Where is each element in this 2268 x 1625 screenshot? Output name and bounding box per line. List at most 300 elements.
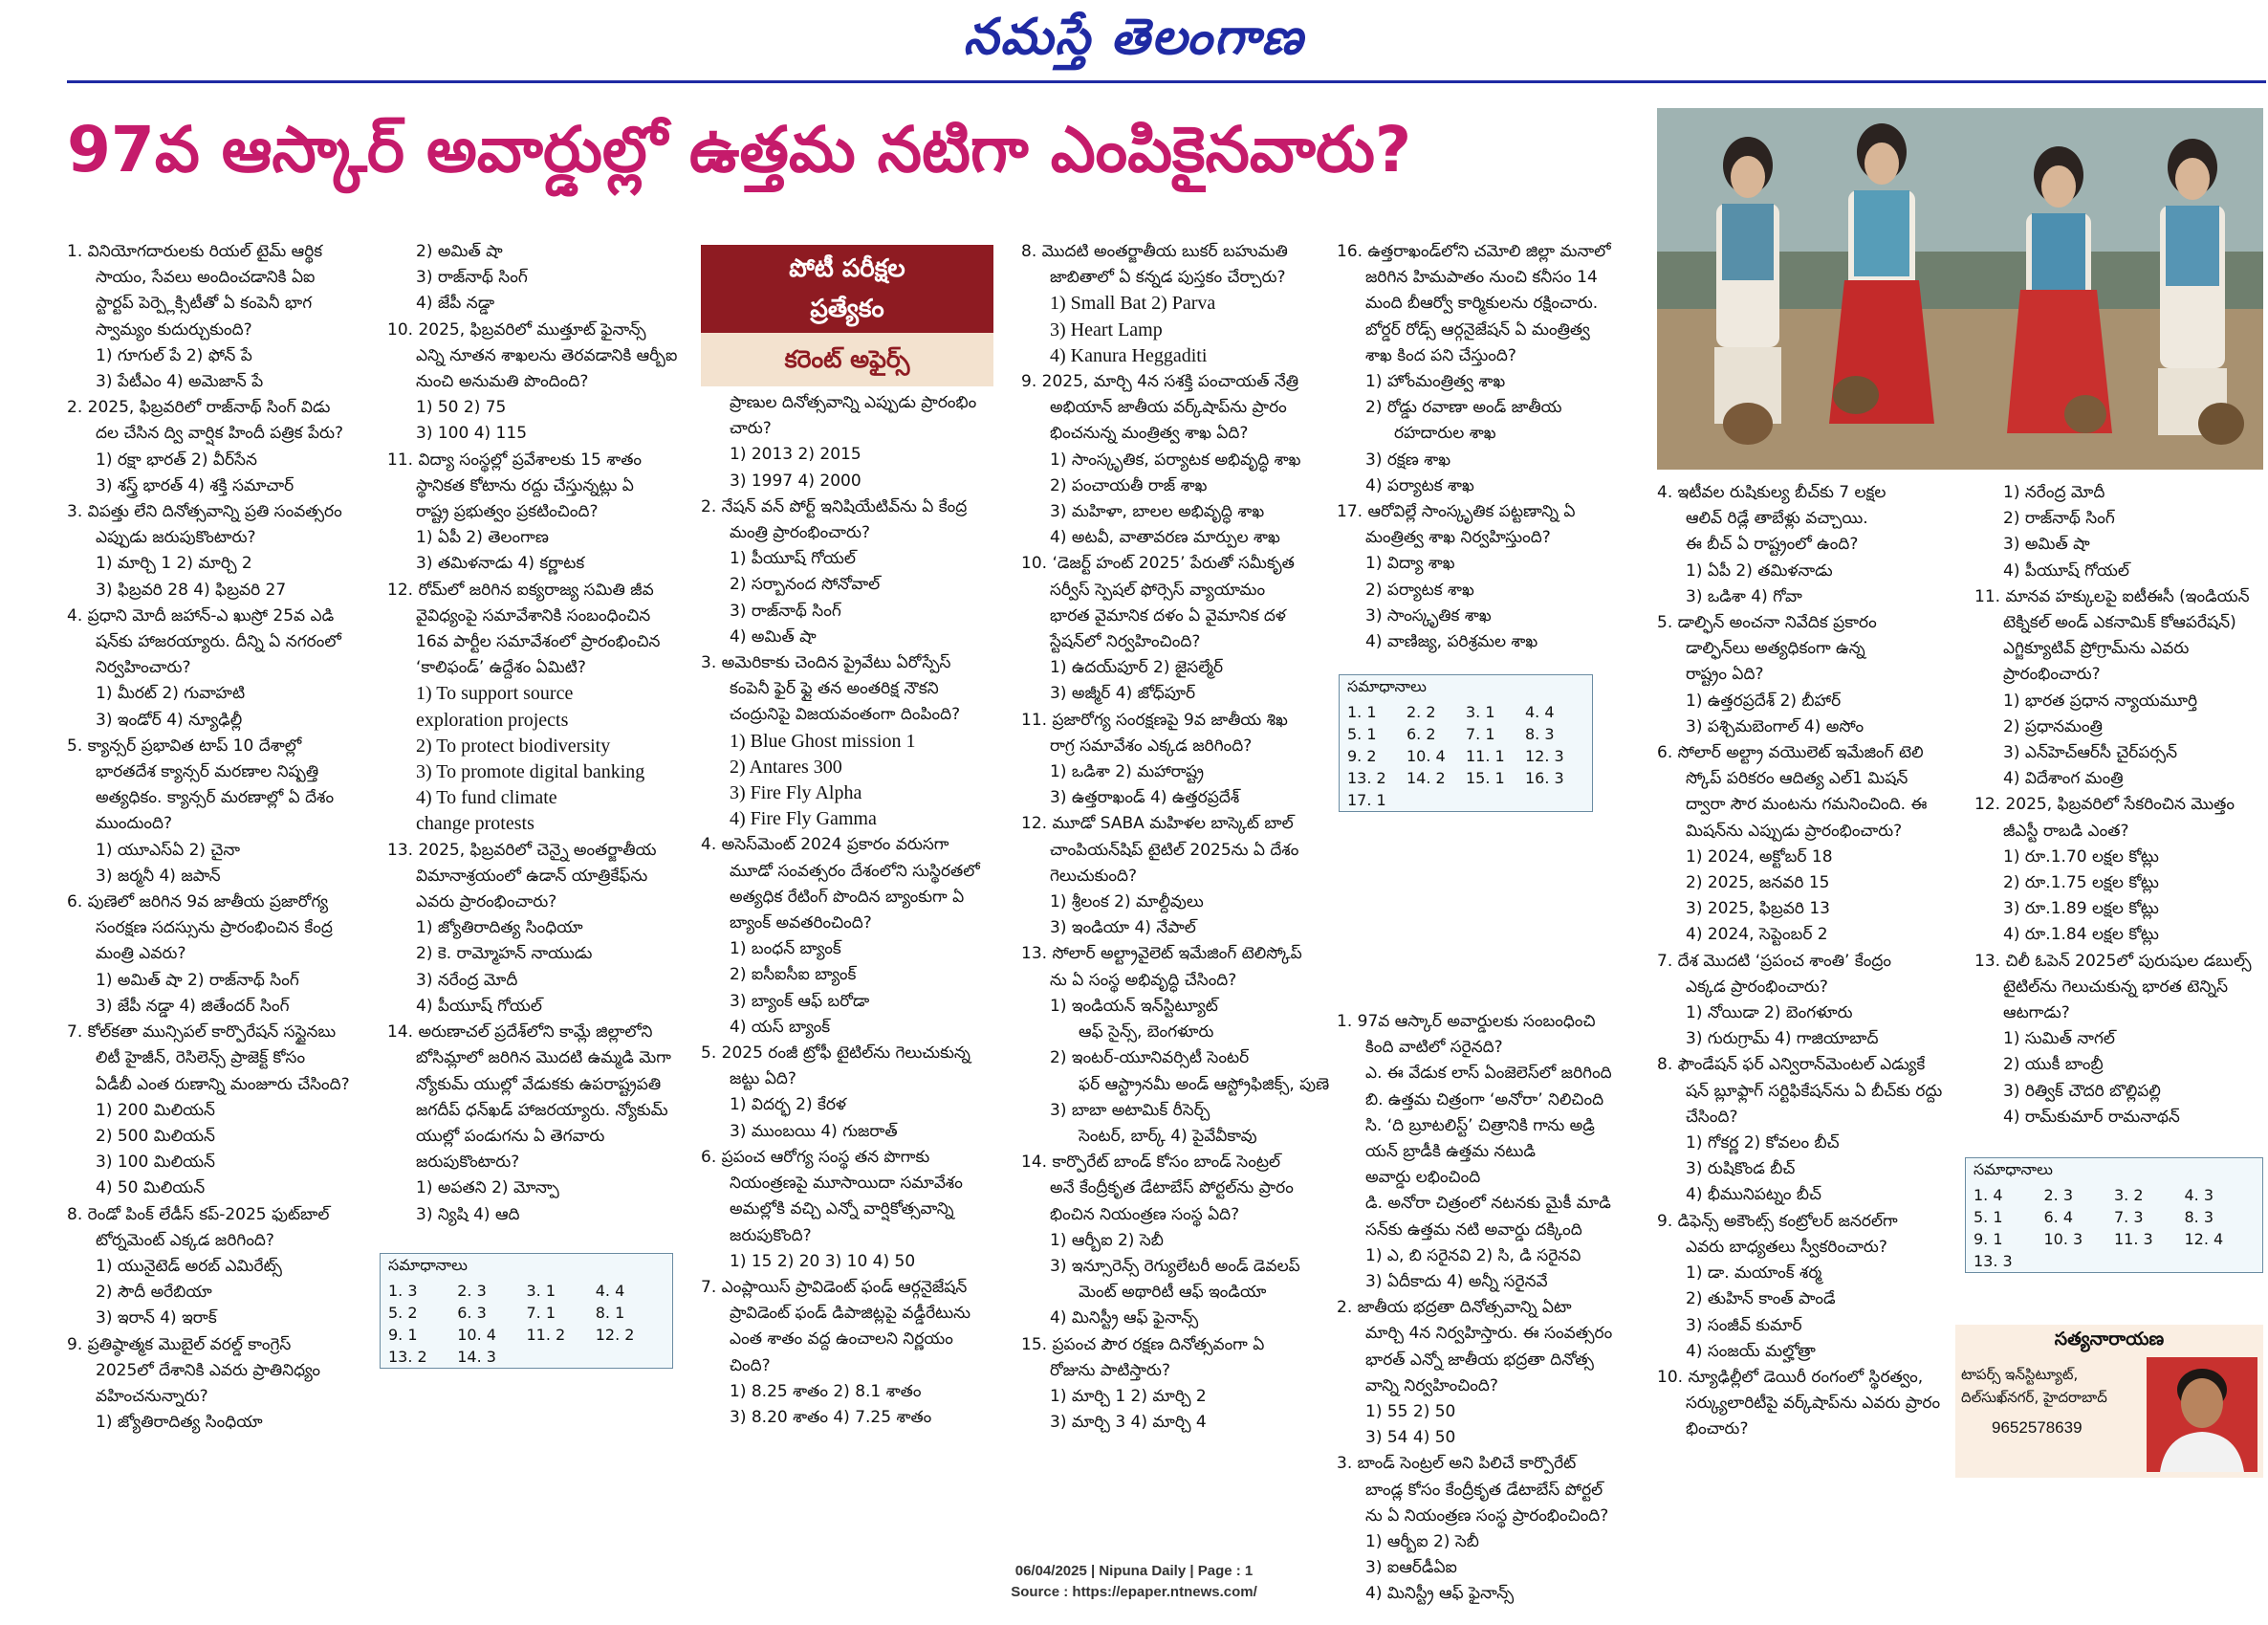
question-text-cont: ఎ. ఈ వేడుక లాస్ ఏంజెలెస్‌లో జరిగింది <box>1365 1064 1612 1084</box>
question-text: 16. ఉత్తరాఖండ్‌లోని చమోలి జిల్లా మనాలో <box>1337 242 1611 261</box>
question-text-cont: కంపెనీ ఫైర్ ఫ్లై తన అంతరిక్ష నౌకని <box>730 679 939 699</box>
question-text-cont: వాన్ని నిర్వహించింది? <box>1365 1375 1498 1395</box>
option-text: 3) సాంస్కృతిక శాఖ <box>1365 605 1492 626</box>
question-text: 10. 2025, ఫిబ్రవరిలో ముత్తూట్ ఫైనాన్స్ <box>387 319 646 340</box>
option-text: 3) ఎన్‌హెచ్ఆర్‌సీ చైర్‌పర్సన్ <box>2003 743 2178 763</box>
answer-item: 11. 2 <box>526 1326 566 1344</box>
question-text-cont: జట్టు ఏది? <box>730 1069 796 1089</box>
question-text: 11. విద్యా సంస్థల్లో ప్రవేశాలకు 15 శాతం <box>387 450 643 470</box>
question-text: 2. జాతీయ భద్రతా దినోత్సవాన్ని ఏటా <box>1337 1298 1572 1318</box>
question-text-cont: సాయం, సేవలు అందించడానికి ఏఐ <box>96 268 316 288</box>
option-text: 4) రామ్‌కుమార్ రామనాథన్ <box>2003 1107 2180 1127</box>
option-text: 3) 54 4) 50 <box>1365 1428 1456 1448</box>
question-text: 3. విపత్తు లేని దినోత్సవాన్ని ప్రతి సంవత్సరం <box>67 502 342 522</box>
option-text: 1) భారత ప్రధాన న్యాయమూర్తి <box>2003 691 2198 711</box>
question-text: 10. న్యూఢిల్లీలో డెయిరీ రంగంలో స్థిరత్వం, <box>1657 1367 1924 1387</box>
option-text: మెంట్ అథారిటీ ఆఫ్ ఇండియా <box>1079 1283 1267 1303</box>
question-text-cont: సన్‌కు ఉత్తమ నటి అవార్డు దక్కింది <box>1365 1219 1582 1240</box>
option-text: 1) ఆర్బీఐ 2) సెబీ <box>1050 1230 1164 1250</box>
option-text: 1) అపతని 2) మోన్పా <box>416 1178 559 1198</box>
answer-item: 13. 2 <box>388 1348 427 1366</box>
option-text: exploration projects <box>416 709 569 731</box>
footer-date-line: 06/04/2025 | Nipuna Daily | Page : 1 <box>1014 1563 1254 1579</box>
question-text-cont: ప్రారంభించారు? <box>2003 665 2101 685</box>
answer-item: 14. 2 <box>1407 769 1446 787</box>
answer-item: 2. 3 <box>2043 1186 2074 1204</box>
question-text-cont: ఆటగాడు? <box>2003 1003 2070 1023</box>
option-text: 3) రాజ్‌నాథ్ సింగ్ <box>416 268 528 288</box>
author-name: సత్యనారాయణ <box>2054 1329 2165 1350</box>
question-text-cont: మంత్రి ప్రారంభించారు? <box>730 523 870 543</box>
question-text: 5. డాల్ఫిన్ అంచనా నివేదిక ప్రకారం <box>1657 613 1877 633</box>
question-text-cont: వైవిధ్యంపై సమావేశానికి సంబంధించిన <box>416 605 651 626</box>
question-text-cont: భించనున్న మంత్రిత్వ శాఖ ఏది? <box>1050 424 1249 444</box>
answer-item: 11. 3 <box>2114 1230 2153 1248</box>
question-text-cont: న్యోకుమ్ యుల్లో వేడుకకు ఉపరాష్ట్రపతి <box>416 1074 662 1094</box>
question-text-cont: అవార్డు లభించింది <box>1365 1168 1481 1188</box>
option-text: 1) ఎ, బి సరైనవి 2) సి, డి సరైనవి <box>1365 1245 1581 1265</box>
question-text-cont: సర్క్యులారిటీపై వర్క్‌షాప్‌ను ఎవరు ప్రారం <box>1686 1394 1941 1414</box>
column-2 <box>387 239 684 1228</box>
question-text-cont: బ్యాంక్ అవతరించింది? <box>730 913 872 933</box>
question-text-cont: నుంచి అనుమతి పొందింది? <box>416 372 589 392</box>
column-3 <box>701 390 1016 1431</box>
option-text: ఫర్ ఆస్ట్రానమీ అండ్ ఆస్ట్రోఫిజిక్స్, పుణె <box>1079 1074 1330 1094</box>
question-text-cont: మంత్రి ఎవరు? <box>96 944 186 964</box>
answer-item: 9. 2 <box>1347 747 1377 765</box>
question-text-cont: మంది బీఆర్వో కార్మికులను రక్షించారు. <box>1365 294 1599 314</box>
option-text: 2) పంచాయతీ రాజ్ శాఖ <box>1050 475 1208 495</box>
answer-item: 6. 4 <box>2043 1208 2074 1226</box>
question-text: 13. 2025, ఫిబ్రవరిలో చెన్నై అంతర్జాతీయ <box>387 840 657 860</box>
question-text-cont: నిర్వహించారు? <box>96 658 191 678</box>
author-photo <box>2147 1357 2257 1472</box>
question-text-cont: డాల్ఫిన్‌లు అత్యధికంగా ఉన్న <box>1686 639 1865 659</box>
answer-item: 10. 3 <box>2043 1230 2083 1248</box>
question-text-cont: అభియాన్ జాతీయ వర్క్‌షాప్‌ను ప్రారం <box>1050 398 1287 418</box>
answer-item: 16. 3 <box>1525 769 1564 787</box>
author-institute-line1: టాపర్స్ ఇన్‌స్టిట్యూట్, <box>1961 1366 2079 1383</box>
answer-item: 8. 3 <box>2184 1208 2214 1226</box>
masthead-logo: నమస్తే తెలంగాణ <box>963 8 1305 66</box>
question-text-cont: ముందుంది? <box>96 814 173 834</box>
option-text: 4) మినిస్ట్రీ ఆఫ్ ఫైనాన్స్ <box>1050 1308 1199 1329</box>
option-text: 3) ఇరాన్ 4) ఇరాక్ <box>96 1308 217 1329</box>
question-text-cont: రాగ్ర సమావేశం ఎక్కడ జరిగింది? <box>1050 736 1253 756</box>
question-text: 5. క్యాన్సర్ ప్రభావిత టాప్ 10 దేశాల్లో <box>67 736 302 756</box>
answer-item: 12. 4 <box>2184 1230 2224 1248</box>
question-text-cont: లిటీ హైజీన్, రెసిలెన్స్ ప్రాజెక్ట్ కోసం <box>96 1048 306 1068</box>
answer-item: 5. 1 <box>1347 725 1377 743</box>
option-text: 3) రాజ్‌నాథ్ సింగ్ <box>730 601 841 621</box>
option-text: 2) To protect biodiversity <box>416 735 611 757</box>
option-text: రహదారుల శాఖ <box>1394 424 1496 444</box>
question-text: 13. సోలార్ అల్ట్రావైలెట్ ఇమేజింగ్ టెలిస్కోప్ <box>1021 944 1302 964</box>
question-text-cont: యన్ బ్రాడీకి ఉత్తమ నటుడి <box>1365 1142 1536 1162</box>
option-text: 2) 2025, జనవరి 15 <box>1686 873 1830 893</box>
option-text: 1) Small Bat 2) Parva <box>1050 293 1216 315</box>
answer-item: 12. 2 <box>595 1326 635 1344</box>
question-text-cont: ద్వారా సౌర మంటను గమనించింది. ఈ <box>1686 795 1928 815</box>
option-text: 1) రక్షా భారత్ 2) వీర్‌సేన <box>96 450 257 470</box>
question-text: 11. ప్రజారోగ్య సంరక్షణపై 9వ జాతీయ శిఖ <box>1021 710 1288 730</box>
question-text-cont: ను ఏ సంస్థ అభివృద్ధి చేసింది? <box>1050 970 1237 990</box>
question-text: 9. 2025, మార్చి 4న సశక్తి పంచాయత్ నేత్రి <box>1021 372 1299 392</box>
question-text-cont: షన్ బ్లూఫ్లాగ్ సర్టిఫికేషన్‌ను ఏ బీచ్‌కు రద్దు <box>1686 1081 1943 1101</box>
option-text: 1) 2024, అక్టోబర్ 18 <box>1686 846 1833 867</box>
option-text: 1) యూఎస్ఏ 2) చైనా <box>96 840 241 860</box>
option-text: 1) మార్చి 1 2) మార్చి 2 <box>1050 1386 1207 1406</box>
option-text: 1) ఏపీ 2) తమిళనాడు <box>1686 560 1833 581</box>
question-text-cont: జరుపుకొంది? <box>730 1225 812 1245</box>
option-text: 2) ప్రధానమంత్రి <box>2003 716 2103 736</box>
question-text: 12. రోమ్‌లో జరిగిన ఐక్యరాజ్య సమితి జీవ <box>387 580 654 600</box>
option-text: 2) అమిత్ షా <box>416 242 503 261</box>
option-text: 1) 8.25 శాతం 2) 8.1 శాతం <box>730 1381 922 1401</box>
option-text: 3) ఫిబ్రవరి 28 4) ఫిబ్రవరి 27 <box>96 580 287 600</box>
option-text: 1) 50 2) 75 <box>416 398 507 418</box>
option-text: 3) తమిళనాడు 4) కర్ణాటక <box>416 554 585 574</box>
question-text-cont: సి. ‘ది బ్రూటలిస్ట్’ చిత్రానికి గాను అడ్రి <box>1365 1115 1595 1135</box>
option-text: 2) రోడ్డు రవాణా అండ్ జాతీయ <box>1365 398 1562 418</box>
option-text: 4) విదేశాంగ మంత్రి <box>2003 769 2124 789</box>
option-text: 4) 50 మిలియన్ <box>96 1178 206 1198</box>
question-text-cont: చింది? <box>730 1355 771 1375</box>
option-text: 2) పర్యాటక శాఖ <box>1365 580 1474 600</box>
question-text-cont: భించిన నియంత్రణ సంస్థ ఏది? <box>1050 1204 1240 1224</box>
option-text: 3) ఇన్సూరెన్స్ రెగ్యులేటరీ అండ్ డెవలప్ <box>1050 1256 1300 1276</box>
option-text: 1) జ్యోతిరాదిత్య సింధియా <box>416 918 583 938</box>
column-5a <box>1337 239 1658 655</box>
answer-item: 4. 4 <box>1525 703 1555 721</box>
question-text-cont: అమల్లోకి వచ్చి ఎన్నో వార్షికోత్సవాన్ని <box>730 1199 954 1219</box>
answer-box-heading: సమాధానాలు <box>1974 1160 2053 1178</box>
option-text: 2) రాజ్‌నాథ్ సింగ్ <box>2003 509 2115 529</box>
question-text-cont: మూడో సంవత్సరం దేశంలోని సుస్థిరతలో <box>730 861 980 881</box>
question-text-cont: భారతదేశ క్యాన్సర్ మరణాల నిష్పత్తి <box>96 762 319 782</box>
question-text-cont: బి. ఉత్తమ చిత్రంగా ‘అనోరా’ నిలిచింది <box>1365 1089 1604 1109</box>
option-text: 3) రూ.1.89 లక్షల కోట్లు <box>2003 899 2159 919</box>
option-text: 3) రిత్విక్ చౌదరి బొల్లిపల్లి <box>2003 1081 2161 1101</box>
answer-item: 14. 3 <box>457 1348 496 1366</box>
question-text: 5. 2025 రంజీ ట్రోఫీ టైటిల్‌ను గెలుచుకున్న <box>701 1043 970 1064</box>
option-text: 3) పశ్చిమబెంగాల్ 4) అసోం <box>1686 716 1865 736</box>
option-text: 4) జేపీ నడ్డా <box>416 294 495 314</box>
question-text: 10. ‘డెజర్ట్ హంట్ 2025’ పేరుతో సమీకృత <box>1021 554 1295 574</box>
option-text: 3) అమిత్ షా <box>2003 535 2090 555</box>
answer-box-heading: సమాధానాలు <box>1347 677 1427 695</box>
question-text-cont: జగదీప్ ధన్‌ఖడ్ హాజరయ్యారు. న్యోకుమ్ <box>416 1100 668 1120</box>
option-text: 2) యుకీ బాంబ్రీ <box>2003 1055 2104 1075</box>
option-text: 4) పీయూష్ గోయల్ <box>2003 560 2129 581</box>
option-text: 1) పీయూష్ గోయల్ <box>730 549 856 569</box>
option-text: 3) 8.20 శాతం 4) 7.25 శాతం <box>730 1407 932 1427</box>
column-4 <box>1021 239 1340 1436</box>
answer-item: 2. 3 <box>457 1282 487 1300</box>
option-text: 4) యస్ బ్యాంక్ <box>730 1017 831 1037</box>
tribal-women-photo <box>1657 108 2263 470</box>
section-tag-line1: పోటీ పరీక్షల <box>789 254 905 283</box>
question-text-cont: 2025లో దేశానికి ఎవరు ప్రాతినిధ్యం <box>96 1360 321 1380</box>
question-text-cont: సంరక్షణ సదస్సును ప్రారంభించిన కేంద్ర <box>96 918 333 938</box>
footer-source-line: Source : https://epaper.ntnews.com/ <box>1011 1584 1257 1600</box>
question-text: 2. 2025, ఫిబ్రవరిలో రాజ్‌నాథ్ సింగ్ విడు <box>67 398 331 418</box>
answer-item: 7. 1 <box>1466 725 1495 743</box>
option-text: 3) శస్త్ర్ భారత్ 4) శక్తి సమాచార్ <box>96 475 294 495</box>
question-text-cont: జాబితాలో ఏ కన్నడ పుస్తకం చేర్చారు? <box>1050 268 1286 288</box>
option-text: సెంటర్, బార్క్ 4) పైవేవీకావు <box>1079 1126 1257 1146</box>
column-5b <box>1337 1009 1658 1608</box>
question-text: 8. ఫౌండేషన్ ఫర్ ఎన్విరాన్‌మెంటల్ ఎడ్యుకే <box>1657 1055 1926 1075</box>
section-tag-line2: ప్రత్యేకం <box>810 295 884 323</box>
option-text: 2) ఇంటర్-యూనివర్సిటీ సెంటర్ <box>1050 1048 1250 1068</box>
option-text: 1) గోకర్ణ 2) కోవలం బీచ్ <box>1686 1133 1840 1153</box>
question-text-cont: స్టార్టప్ పెర్ప్లెక్సిటీతో ఏ కంపెనీ భాగ <box>96 294 313 314</box>
question-text-cont: షన్‌కు హాజరయ్యారు. దీన్ని ఏ నగరంలో <box>96 632 341 652</box>
headline: 97వ ఆస్కార్ అవార్డుల్లో ఉత్తమ నటిగా ఎంపికైనవారు? <box>67 113 1412 187</box>
option-text: 3) ముంబయి 4) గుజరాత్ <box>730 1121 898 1141</box>
option-text: 2) తుహిన్ కాంత్ పాండే <box>1686 1289 1836 1309</box>
question-text-cont: బోసిమ్లాలో జరిగిన మొదటి ఉమ్మడి మెగా <box>416 1048 671 1068</box>
question-text-cont: ఏడీబీ ఎంత రుణాన్ని మంజూరు చేసింది? <box>96 1074 350 1094</box>
question-text-cont: స్టేషన్‌లో నిర్వహించింది? <box>1050 632 1201 652</box>
option-text: 4) Kanura Heggaditi <box>1050 344 1208 366</box>
option-text: 1) 55 2) 50 <box>1365 1402 1456 1422</box>
question-text-cont: ఎక్కడ ప్రారంభించారు? <box>1686 977 1828 997</box>
option-text: 4) Fire Fly Gamma <box>730 808 877 830</box>
option-text: 1) ఒడిశా 2) మహారాష్ట్ర <box>1050 762 1205 782</box>
column-6 <box>1657 480 1944 1443</box>
option-text: 3) Fire Fly Alpha <box>730 782 862 804</box>
question-text: 6. సోలార్ అల్ట్రా వయొలెట్ ఇమేజింగ్ టెలి <box>1657 743 1924 763</box>
option-text: 1) మీరట్ 2) గువాహటి <box>96 684 246 704</box>
question-text-cont: జరుపుకొంటారు? <box>416 1153 520 1173</box>
option-text: 1) మార్చి 1 2) మార్చి 2 <box>96 554 252 574</box>
answer-item: 4. 4 <box>595 1282 625 1300</box>
option-text: 4) 2024, సెప్టెంబర్ 2 <box>1686 925 1828 945</box>
author-institute <box>1961 1363 2143 1409</box>
question-text-cont: రాష్ట్రం ఏది? <box>1686 665 1764 685</box>
question-text-cont: ఈ బీచ్ ఏ రాష్ట్రంలో ఉంది? <box>1686 535 1859 555</box>
option-text: 1) యునైటెడ్ అరబ్ ఎమిరేట్స్ <box>96 1256 282 1276</box>
option-text: 3) రుషికొండ బీచ్ <box>1686 1159 1796 1179</box>
question-text-cont: ఎన్ని నూతన శాఖలను తెరవడానికి ఆర్బీఐ <box>416 345 678 365</box>
question-text: 9. డిఫెన్స్ అకౌంట్స్ కంట్రోలర్ జనరల్‌గా <box>1657 1211 1898 1231</box>
question-text-cont: చంద్రునిపై విజయవంతంగా దింపింది? <box>730 705 961 725</box>
option-text: 1) సుమిత్ నాగల్ <box>2003 1029 2115 1049</box>
option-text: 4) To fund climate <box>416 787 557 809</box>
option-text: 1) గూగుల్ పే 2) ఫోన్ పే <box>96 345 252 365</box>
option-text: 3) గురుగ్రామ్ 4) గాజియాబాద్ <box>1686 1029 1879 1049</box>
question-text: 14. కార్పొరేట్ బాండ్ కోసం బాండ్ సెంట్రల్ <box>1021 1153 1281 1173</box>
question-text-cont: టైటిల్‌ను గెలుచుకున్న భారత టెన్నిస్ <box>2003 977 2229 997</box>
option-text: 4) అమిత్ షా <box>730 626 817 647</box>
question-text-cont: రాష్ట్ర ప్రభుత్వం ప్రకటించింది? <box>416 502 599 522</box>
author-byline <box>1955 1325 2263 1478</box>
answer-item: 5. 2 <box>388 1304 418 1322</box>
question-text: 14. అరుణాచల్ ప్రదేశ్‌లోని కామ్లే జిల్లాలోని <box>387 1022 653 1043</box>
option-text: 4) రూ.1.84 లక్షల కోట్లు <box>2003 925 2159 945</box>
option-text: 3) బ్యాంక్ ఆఫ్ బరోడా <box>730 991 870 1011</box>
option-text: 3) ఉత్తరాఖండ్ 4) ఉత్తరప్రదేశ్ <box>1050 788 1240 808</box>
question-text: 6. ప్రపంచ ఆరోగ్య సంస్థ తన పొగాకు <box>701 1147 930 1167</box>
option-text: 3) ఇండోర్ 4) న్యూఢిల్లీ <box>96 710 243 730</box>
answer-box-heading: సమాధానాలు <box>388 1256 468 1274</box>
answer-item: 5. 1 <box>1974 1208 2003 1226</box>
option-text: 1) Blue Ghost mission 1 <box>730 730 916 752</box>
option-text: 2) Antares 300 <box>730 756 842 778</box>
question-text: 12. మూడో SABA మహిళల బాస్కెట్ బాల్ <box>1021 814 1294 834</box>
question-text: 4. ఇటీవల రుషికుల్య బీచ్‌కు 7 లక్షల <box>1657 483 1886 502</box>
answer-item: 1. 1 <box>1347 703 1377 721</box>
question-text: 17. ఆరోవిల్లే సాంస్కృతిక పట్టణాన్ని ఏ <box>1337 502 1576 522</box>
answer-item: 7. 1 <box>526 1304 556 1322</box>
question-text-cont: బాండ్ల కోసం కేంద్రీకృత డేటాబేస్ పోర్టల్ <box>1365 1480 1603 1500</box>
question-text: 8. రెండో పింక్ లేడీస్ కప్-2025 ఫుట్‌బాల్ <box>67 1204 330 1224</box>
answer-item: 10. 4 <box>1407 747 1446 765</box>
option-text: 3) సంజీవ్ కుమార్ <box>1686 1315 1802 1335</box>
answer-item: 13. 3 <box>1974 1252 2013 1270</box>
option-text: 1) 200 మిలియన్ <box>96 1100 215 1120</box>
question-text-cont: ఎగ్జిక్యూటివ్ ప్రోగ్రామ్‌ను ఎవరు <box>2003 639 2190 659</box>
question-text-cont: టెక్నికల్ అండ్ ఎకనామిక్ కోఆపరేషన్) <box>2003 613 2236 633</box>
question-text-cont: ఎవరు బాధ్యతలు స్వీకరించారు? <box>1686 1237 1887 1257</box>
masthead-rule <box>67 80 2266 83</box>
option-text: 4) మినిస్ట్రీ ఆఫ్ ఫైనాన్స్ <box>1365 1584 1515 1604</box>
question-text-cont: భారత్ ఎన్నో జాతీయ భద్రతా దినోత్స <box>1365 1350 1594 1370</box>
question-text: 6. పుణెలో జరిగిన 9వ జాతీయ ప్రజారోగ్య <box>67 892 329 912</box>
question-text-cont: మిషన్‌ను ఎప్పుడు ప్రారంభించారు? <box>1686 821 1903 841</box>
option-text: 1) To support source <box>416 683 574 705</box>
option-text: 1) 2013 2) 2015 <box>730 445 861 465</box>
answer-item: 4. 3 <box>2184 1186 2214 1204</box>
answer-grid <box>381 1280 672 1368</box>
answer-item: 8. 1 <box>595 1304 625 1322</box>
option-text: 1) విదర్భ 2) కేరళ <box>730 1095 846 1115</box>
option-text: 1) ఆర్బీఐ 2) సెబీ <box>1365 1532 1479 1552</box>
question-text-cont: వహించనున్నారు? <box>96 1386 208 1406</box>
option-text: 4) పర్యాటక శాఖ <box>1365 475 1474 495</box>
question-text-cont: స్వామ్యం కుదుర్చుకుంది? <box>96 319 252 340</box>
option-text: 3) ఏదీకాదు 4) అన్నీ సరైనవే <box>1365 1272 1548 1292</box>
question-text: 12. 2025, ఫిబ్రవరిలో సేకరించిన మొత్తం <box>1974 795 2235 815</box>
answer-box-1 <box>380 1253 673 1369</box>
question-text-cont: అత్యధికం. క్యాన్సర్ మరణాల్లో ఏ దేశం <box>96 788 335 808</box>
option-text: 1) 15 2) 20 3) 10 4) 50 <box>730 1251 916 1271</box>
question-text-cont: టోర్నమెంట్ ఎక్కడ జరిగింది? <box>96 1230 274 1250</box>
question-text: 9. ప్రతిష్ఠాత్మక మొబైల్ వరల్డ్ కాంగ్రెస్ <box>67 1334 292 1354</box>
option-text: 1) సాంస్కృతిక, పర్యాటక అభివృద్ధి శాఖ <box>1050 450 1301 470</box>
question-text-cont: దల చేసిన ద్వి వార్షిక హిందీ పత్రిక పేరు? <box>96 424 344 444</box>
answer-item: 9. 1 <box>1974 1230 2003 1248</box>
option-text: 2) సర్బానంద సోనోవాల్ <box>730 575 881 595</box>
answer-item: 3. 2 <box>2114 1186 2144 1204</box>
option-text: 2) 500 మిలియన్ <box>96 1126 215 1146</box>
option-text: 3) ఒడిశా 4) గోవా <box>1686 586 1802 606</box>
option-text: 3) ఐఆర్‌డీఏఐ <box>1365 1558 1457 1578</box>
option-text: 2) సౌదీ అరేబియా <box>96 1283 212 1303</box>
option-text: 1) శ్రీలంక 2) మాల్దీవులు <box>1050 892 1204 912</box>
author-phone: 9652578639 <box>1992 1418 2083 1437</box>
answer-item: 9. 1 <box>388 1326 418 1344</box>
answer-item: 1. 4 <box>1974 1186 2003 1204</box>
answer-grid <box>1340 701 1592 811</box>
question-text-cont: రోజును పాటిస్తారు? <box>1050 1360 1170 1380</box>
option-text: 4) అటవీ, వాతావరణ మార్పుల శాఖ <box>1050 528 1280 548</box>
question-text: 1. 97వ ఆస్కార్ అవార్డులకు సంబంధించి <box>1337 1012 1596 1031</box>
option-text: 1) ఇండియన్ ఇన్‌స్టిట్యూట్ <box>1050 996 1218 1016</box>
question-text-cont: ఎప్పుడు జరుపుకొంటారు? <box>96 528 256 548</box>
question-text-cont: శాఖ కింద పని చేస్తుంది? <box>1365 345 1516 365</box>
section-tag-line3: కరెంట్ అఫైర్స్ <box>701 333 993 386</box>
question-text-cont: భారత వైమానిక దళం ఏ వైమానిక దళ <box>1050 605 1286 626</box>
question-text-cont: ఎవరు ప్రారంభించారు? <box>416 892 557 912</box>
answer-box-3 <box>1965 1157 2263 1273</box>
option-text: 1) ఉత్తరప్రదేశ్ 2) బీహార్ <box>1686 691 1842 711</box>
option-text: 1) నరేంద్ర మోదీ <box>2003 483 2105 502</box>
question-text: 15. ప్రపంచ పౌర రక్షణ దినోత్సవంగా ఏ <box>1021 1334 1265 1354</box>
question-text-cont: గెలుచుకుంది? <box>1050 866 1138 886</box>
option-text: 4) వాణిజ్య, పరిశ్రమల శాఖ <box>1365 632 1538 652</box>
option-text: 3) Heart Lamp <box>1050 318 1163 340</box>
answer-item: 17. 1 <box>1347 791 1386 809</box>
option-text: 1) నోయిడా 2) బెంగళూరు <box>1686 1003 1853 1023</box>
option-text: 4) భీమునిపట్నం బీచ్ <box>1686 1185 1821 1205</box>
question-text-cont: స్కోప్ పరికరం ఆదిత్య ఎల్1 మిషన్ <box>1686 769 1908 789</box>
answer-item: 7. 3 <box>2114 1208 2144 1226</box>
option-text: 4) పీయూష్ గోయల్ <box>416 996 542 1016</box>
option-text: 3) పేటీఎం 4) అమెజాన్ పే <box>96 372 264 392</box>
option-text: 1) డా. మయాంక్ శర్మ <box>1686 1263 1822 1284</box>
question-text-cont: సర్వీస్ స్పెషల్ ఫోర్సెస్ వ్యాయామం <box>1050 580 1266 600</box>
question-text: 11. మానవ హక్కులపై ఐటీఈసీ (ఇండియన్ <box>1974 586 2250 606</box>
option-text: 2) కె. రామ్మోహన్ నాయుడు <box>416 944 593 964</box>
question-text: 4. ప్రధాని మోదీ జహాన్-ఎ ఖుస్రో 25వ ఎడి <box>67 605 335 626</box>
question-text-cont: అనే కేంద్రీకృత డేటాబేస్ పోర్టల్‌ను ప్రారం <box>1050 1178 1294 1198</box>
option-text: 2) రూ.1.75 లక్షల కోట్లు <box>2003 873 2159 893</box>
question-text-cont: జీఎస్టీ రాబడి ఎంత? <box>2003 821 2129 841</box>
question-text-cont: బోర్డర్ రోడ్స్ ఆర్గనైజేషన్ ఏ మంత్రిత్వ <box>1365 319 1590 340</box>
question-text-cont: విమానాశ్రయంలో ఉడాన్ యాత్రికేఫ్‌ను <box>416 866 648 886</box>
question-text-cont: చారు? <box>730 419 772 439</box>
option-text: 3) 100 4) 115 <box>416 424 528 444</box>
option-text: 3) రక్షణ శాఖ <box>1365 450 1451 470</box>
option-text: 1) బంధన్ బ్యాంక్ <box>730 939 841 959</box>
question-text-cont: ఆలివ్ రిడ్లే తాబేళ్లు వచ్చాయి. <box>1686 509 1868 529</box>
answer-item: 6. 3 <box>457 1304 487 1322</box>
question-text-cont: చాంపియన్‌షిప్ టైటిల్ 2025ను ఏ దేశం <box>1050 840 1299 860</box>
question-text: 13. చిలీ ఓపెన్ 2025లో పురుషుల డబుల్స్ <box>1974 951 2252 971</box>
option-text: 4) సంజయ్ మల్హోత్రా <box>1686 1341 1816 1361</box>
answer-item: 8. 3 <box>1525 725 1555 743</box>
answer-item: 6. 2 <box>1407 725 1436 743</box>
question-text: 3. బాండ్ సెంట్రల్ అని పిలిచే కార్పొరేట్ <box>1337 1454 1577 1474</box>
question-text-cont: కింది వాటిలో సరైనది? <box>1365 1038 1503 1058</box>
author-institute-line2: దిల్‌సుఖ్‌నగర్, హైదరాబాద్ <box>1961 1389 2107 1406</box>
option-text: 3) జేపీ నడ్డా 4) జితేందర్ సింగ్ <box>96 996 290 1016</box>
option-text: 3) 2025, ఫిబ్రవరి 13 <box>1686 899 1830 919</box>
answer-item: 10. 4 <box>457 1326 496 1344</box>
answer-box-2 <box>1339 674 1593 812</box>
question-text-cont: మార్చి 4న నిర్వహిస్తారు. ఈ సంవత్సరం <box>1365 1324 1613 1344</box>
answer-item: 3. 1 <box>526 1282 556 1300</box>
answer-item: 1. 3 <box>388 1282 418 1300</box>
option-text: 1) హోంమంత్రిత్వ శాఖ <box>1365 372 1506 392</box>
option-text: 3) బాబా అటామిక్ రీసెర్చ్ <box>1050 1100 1210 1120</box>
column-1 <box>67 239 381 1436</box>
question-text-cont: చేసింది? <box>1686 1107 1738 1127</box>
question-text-cont: ప్రాణుల దినోత్సవాన్ని ఎప్పుడు ప్రారంభిం <box>730 393 977 412</box>
